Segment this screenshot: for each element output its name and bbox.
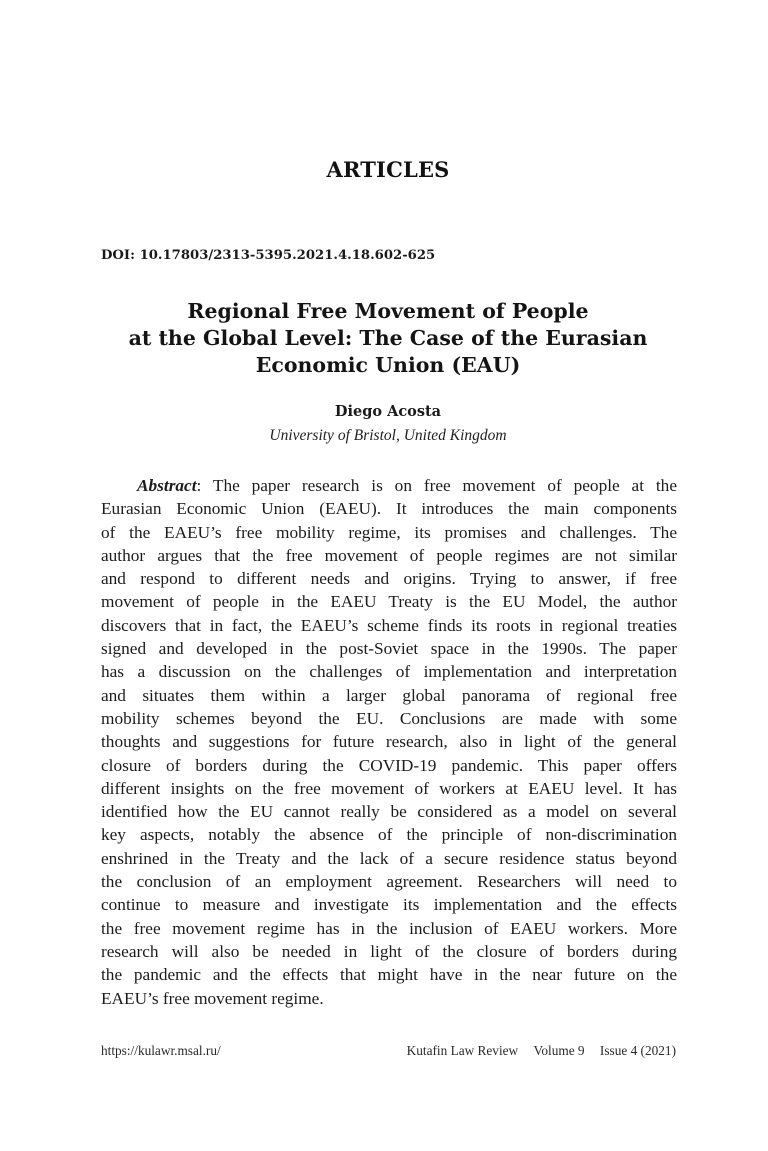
abstract-line: thoughts and suggestions for future research, also in light of the general: [101, 732, 677, 752]
abstract-line: different insights on the free movement of workers at EAEU level. It has: [101, 778, 677, 798]
journal-volume: Volume 9: [533, 1043, 585, 1058]
abstract-line: enshrined in the Treaty and the lack of a secure residence status beyond: [101, 848, 677, 868]
doi: [101, 248, 435, 263]
abstract-line: author argues that the free movement of people regimes are not similar: [101, 545, 677, 565]
article-title: [100, 298, 676, 379]
author-affiliation: University of Bristol, United Kingdom: [269, 427, 507, 444]
section-heading: ARTICLES: [326, 157, 450, 182]
abstract-line: EAEU’s free movement regime.: [101, 988, 324, 1008]
abstract-line: signed and developed in the post-Soviet space in the 1990s. The paper: [101, 639, 677, 659]
abstract: [101, 474, 677, 1010]
journal-issue: Issue 4 (2021): [599, 1043, 676, 1058]
abstract-line: Eurasian Economic Union (EAEU). It introduces the main components: [101, 499, 677, 519]
journal-url-link[interactable]: https://kulawr.msal.ru/: [101, 1043, 221, 1058]
abstract-line: key aspects, notably the absence of the principle of non-discrimination: [101, 825, 677, 845]
abstract-line: the conclusion of an employment agreement. Researchers will need to: [101, 872, 677, 892]
doi-label: DOI:: [101, 248, 135, 263]
journal-info: [407, 1043, 676, 1059]
abstract-line: movement of people in the EAEU Treaty is the EU Model, the author: [101, 592, 677, 612]
abstract-line: has a discussion on the challenges of implementation and interpretation: [101, 662, 677, 682]
abstract-line: and situates them within a larger global panorama of regional free: [101, 685, 677, 705]
abstract-line: and respond to different needs and origins. Trying to answer, if free: [101, 569, 677, 589]
abstract-line: of the EAEU’s free mobility regime, its promises and challenges. The: [101, 522, 677, 542]
abstract-line: the pandemic and the effects that might have in the near future on the: [101, 965, 677, 985]
abstract-line: discovers that in fact, the EAEU’s scheme finds its roots in regional treaties: [101, 615, 677, 635]
title-line: at the Global Level: The Case of the Eurasian: [128, 326, 648, 350]
abstract-first-line-text: : The paper research is on free movement of people at the: [196, 476, 677, 495]
abstract-line: the free movement regime has in the inclusion of EAEU workers. More: [101, 918, 677, 938]
author-name: Diego Acosta: [334, 403, 442, 420]
abstract-line: identified how the EU cannot really be considered as a model on several: [101, 802, 677, 822]
title-line: Economic Union (EAU): [255, 353, 521, 377]
doi-value: 10.17803/2313-5395.2021.4.18.602-625: [139, 248, 436, 263]
abstract-line: [101, 474, 677, 497]
abstract-label: Abstract: [137, 476, 197, 495]
abstract-line: continue to measure and investigate its implementation and the effects: [101, 895, 677, 915]
abstract-line: mobility schemes beyond the EU. Conclusions are made with some: [101, 708, 677, 728]
abstract-line: closure of borders during the COVID-19 pandemic. This paper offers: [101, 755, 677, 775]
abstract-line: research will also be needed in light of the closure of borders during: [101, 941, 677, 961]
page-footer: [101, 1043, 676, 1059]
title-line: Regional Free Movement of People: [187, 299, 589, 323]
journal-name: Kutafin Law Review: [406, 1043, 519, 1058]
